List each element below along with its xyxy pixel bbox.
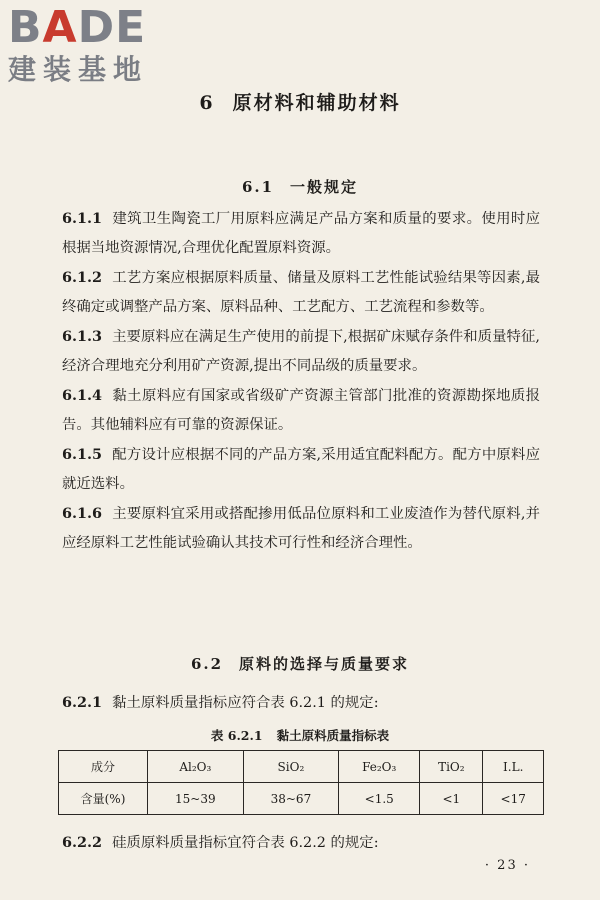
page-number: · 23 · (484, 858, 530, 873)
clause-6-1-4: 6.1.4 黏土原料应有国家或省级矿产资源主管部门批准的资源勘探地质报告。其他辅料应有可靠的资源保证。 (62, 387, 540, 433)
table-header-row (59, 751, 544, 783)
table-cell: <1.5 (339, 783, 420, 815)
table-caption (0, 726, 600, 744)
table-header-cell: I.L. (483, 751, 544, 783)
bade-logo (8, 4, 178, 86)
table-header-cell: SiO₂ (243, 751, 339, 783)
clause-6-1-5: 6.1.5 配方设计应根据不同的产品方案,采用适宜配料配方。配方中原料应就近选料。 (62, 446, 540, 492)
section-title-6-2: 6.2 原料的选择与质量要求 (190, 655, 410, 673)
table-cell: 含量(%) (59, 783, 148, 815)
table-title: 黏土原料质量指标表 (276, 728, 390, 743)
clause-6-1-1: 6.1.1 建筑卫生陶瓷工厂用原料应满足产品方案和质量的要求。使用时应根据当地资源情况,合理优化配置原料资源。 (62, 210, 540, 256)
clause-6-2-2: 6.2.2 硅质原料质量指标宜符合表 6.2.2 的规定: (62, 834, 379, 851)
table-cell: <1 (420, 783, 483, 815)
chapter-number: 6 (199, 92, 215, 114)
table-cell: <17 (483, 783, 544, 815)
logo-subtitle: 建装基地 (8, 53, 149, 86)
table-cell: 15~39 (148, 783, 244, 815)
table-header-cell: 成分 (59, 751, 148, 783)
chapter-title-text: 原材料和辅助材料 (232, 92, 401, 114)
table-number: 表 6.2.1 (210, 728, 263, 743)
clause-6-1-6: 6.1.6 主要原料宜采用或搭配掺用低品位原料和工业废渣作为替代原料,并应经原料工艺性能试验确认其技术可行性和经济合理性。 (62, 505, 540, 551)
table-header-cell: TiO₂ (420, 751, 483, 783)
table-row (59, 783, 544, 815)
chapter-title (0, 88, 600, 115)
clause-list-6-1 (62, 204, 540, 558)
section-title-6-1: 6.1 一般规定 (241, 178, 359, 196)
clay-quality-table (58, 750, 544, 815)
table-header-cell: Fe₂O₃ (339, 751, 420, 783)
table-cell: 38~67 (243, 783, 339, 815)
table-header-cell: Al₂O₃ (148, 751, 244, 783)
clause-6-2-1: 6.2.1 黏土原料质量指标应符合表 6.2.1 的规定: (62, 694, 379, 711)
clause-6-1-3: 6.1.3 主要原料应在满足生产使用的前提下,根据矿床赋存条件和质量特征,经济合理地充分利用矿产资源,提出不同品级的质量要求。 (62, 328, 540, 374)
logo-wordmark: BADE (8, 2, 147, 53)
clause-6-1-2: 6.1.2 工艺方案应根据原料质量、储量及原料工艺性能试验结果等因素,最终确定或调整产品方案、原料品种、工艺配方、工艺流程和参数等。 (62, 269, 540, 315)
